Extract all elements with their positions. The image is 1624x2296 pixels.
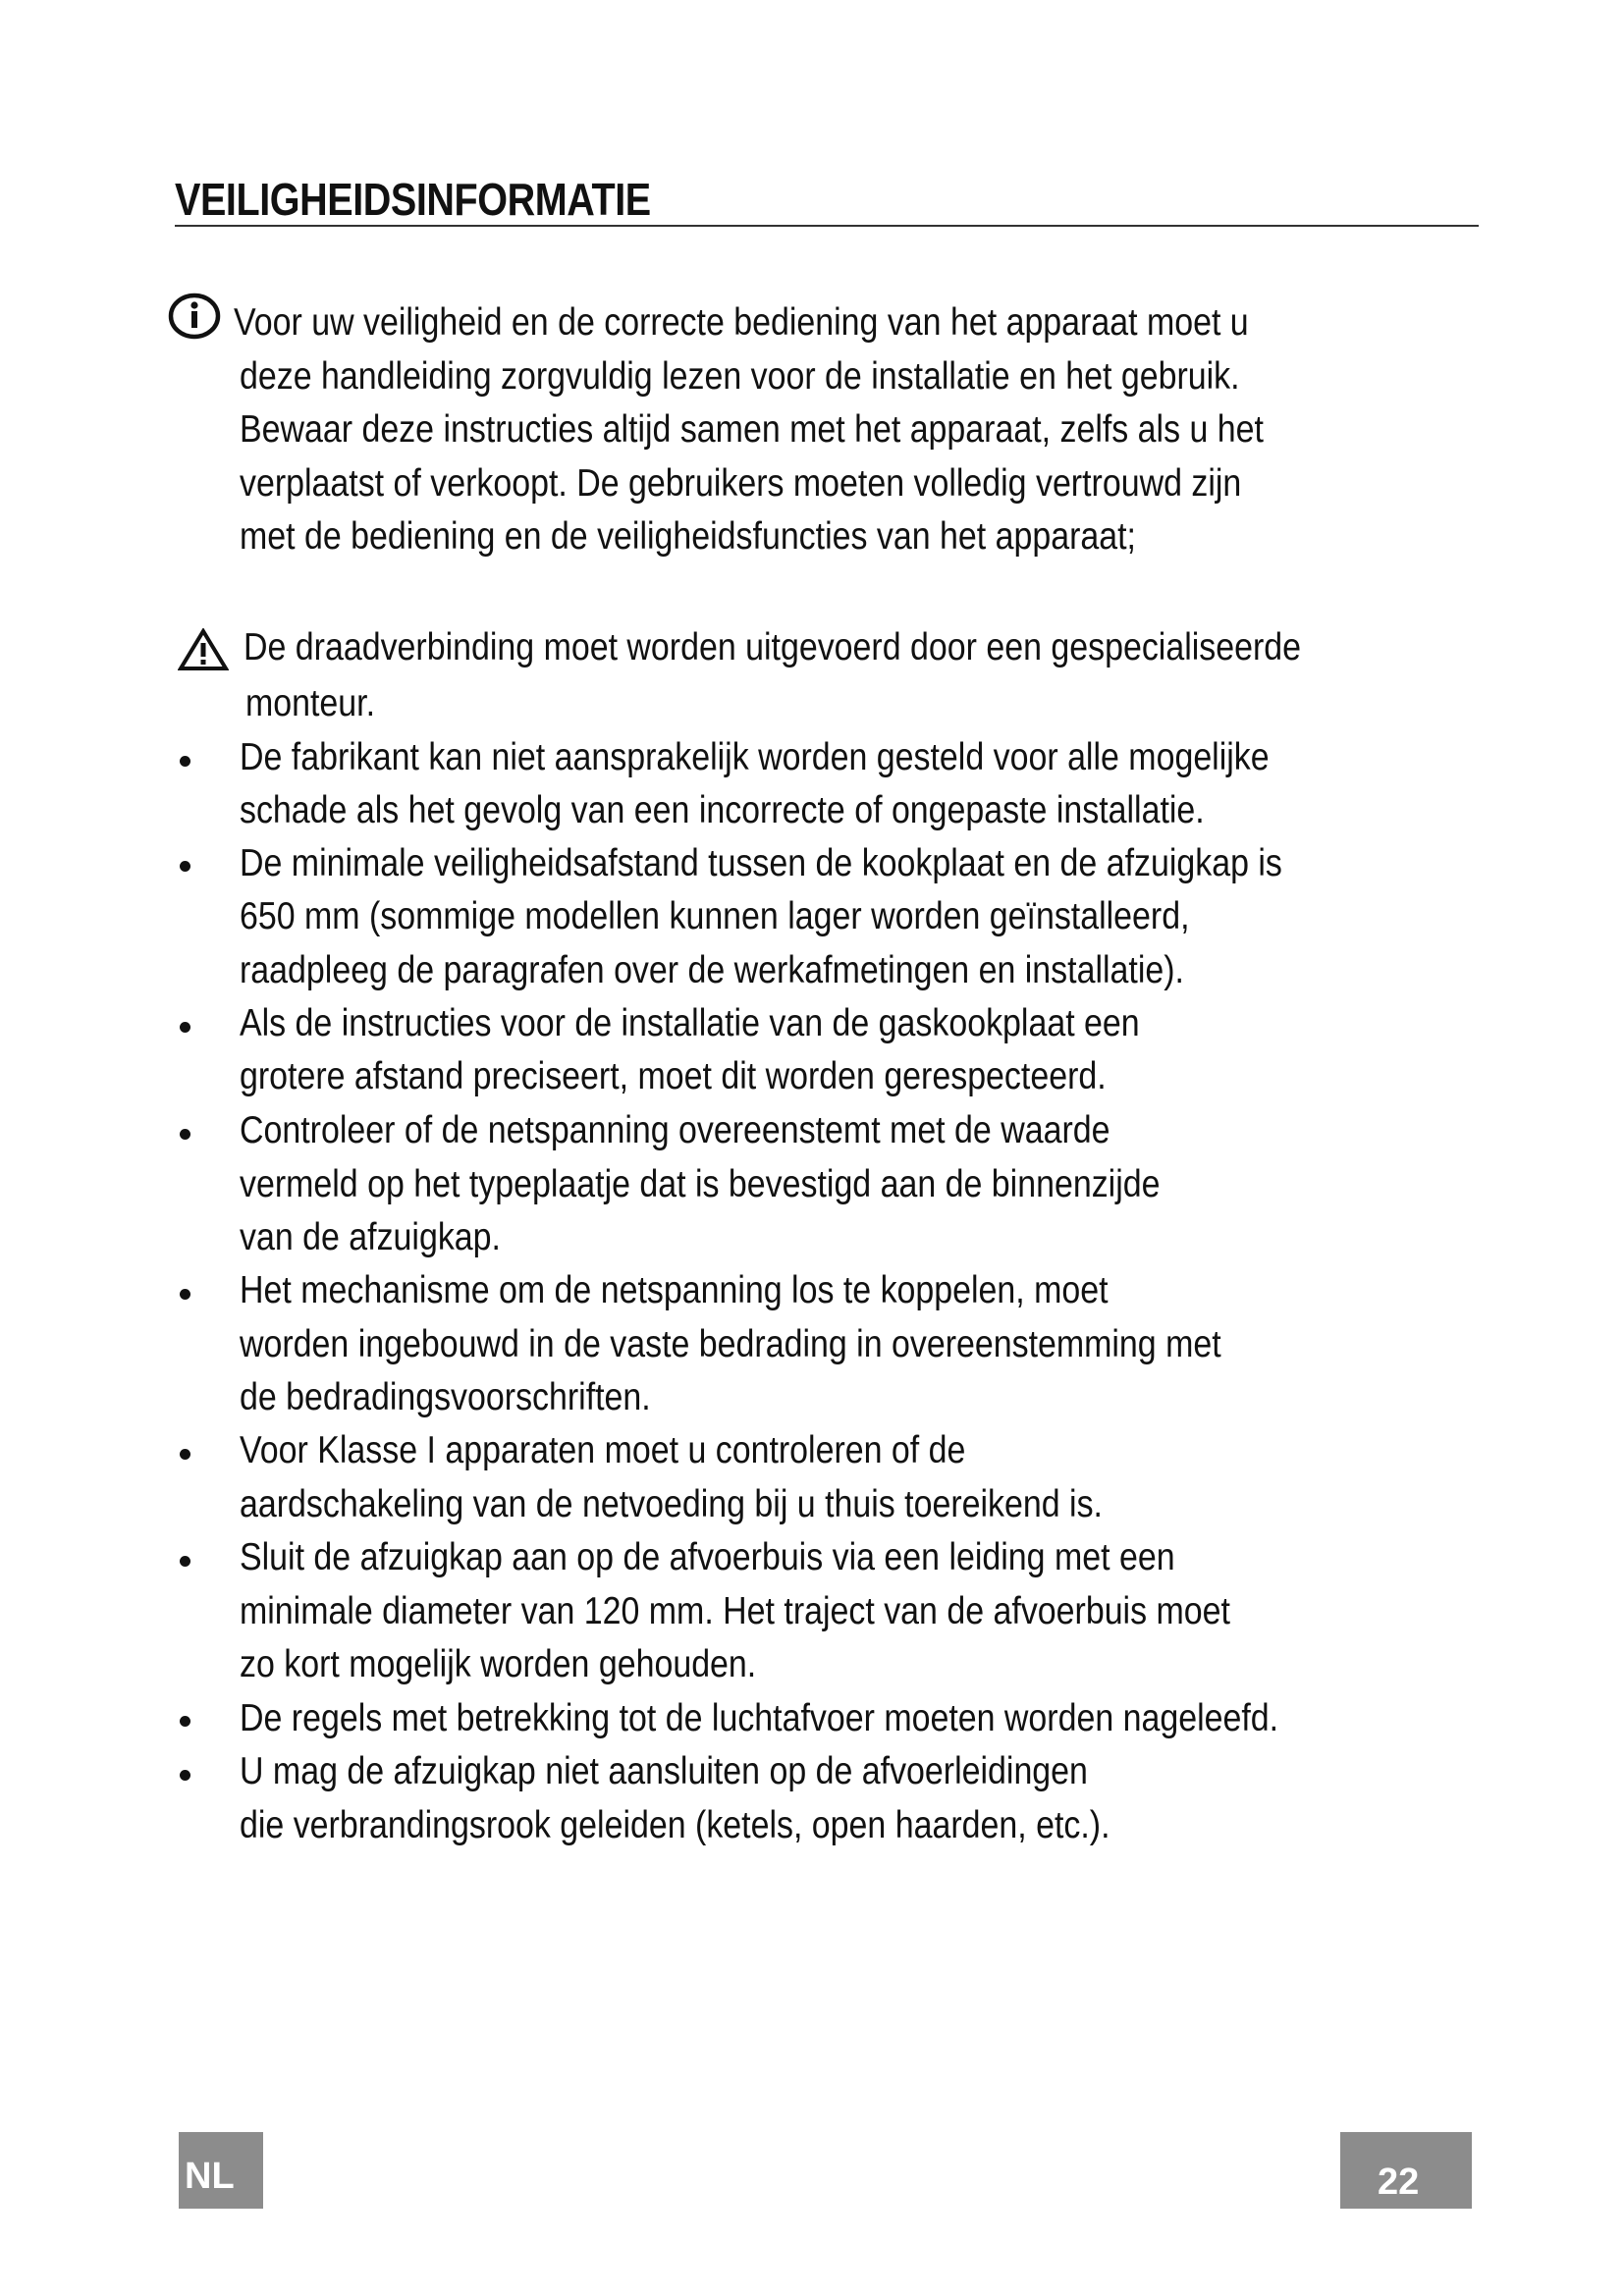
list-item-line: grotere afstand preciseert, moet dit worden gerespecteerd.: [240, 1055, 1107, 1097]
list-item-line: van de afzuigkap.: [240, 1216, 501, 1258]
list-item-line: aardschakeling van de netvoeding bij u thuis toereikend is.: [240, 1483, 1103, 1525]
list-item-line: vermeld op het typeplaatje dat is bevestigd aan de binnenzijde: [240, 1163, 1161, 1205]
list-item-line: Voor Klasse I apparaten moet u controleren of de: [240, 1429, 966, 1471]
list-item-line: Het mechanisme om de netspanning los te koppelen, moet: [240, 1269, 1109, 1311]
list-item-line: Als de instructies voor de installatie van de gaskookplaat een: [240, 1002, 1140, 1044]
list-item-line: Sluit de afzuigkap aan op de afvoerbuis via een leiding met een: [240, 1536, 1175, 1578]
list-item-line: Controleer of de netspanning overeenstemt met de waarde: [240, 1109, 1110, 1151]
bullet-dot: [180, 756, 190, 767]
warning-line: De draadverbinding moet worden uitgevoerd door een gespecialiseerde: [244, 626, 1302, 668]
bullet-dot: [180, 1770, 190, 1781]
list-item-line: schade als het gevolg van een incorrecte of ongepaste installatie.: [240, 789, 1205, 831]
bullet-dot: [180, 1556, 190, 1567]
list-item-line: De minimale veiligheidsafstand tussen de kookplaat en de afzuigkap is: [240, 842, 1282, 884]
list-item-line: U mag de afzuigkap niet aansluiten op de afvoerleidingen: [240, 1750, 1088, 1792]
list-item-line: De fabrikant kan niet aansprakelijk worden gesteld voor alle mogelijke: [240, 736, 1270, 778]
list-item-line: de bedradingsvoorschriften.: [240, 1376, 651, 1418]
bullet-dot: [180, 1716, 190, 1727]
list-item-line: minimale diameter van 120 mm. Het traject van de afvoerbuis moet: [240, 1590, 1230, 1632]
list-item-line: die verbrandingsrook geleiden (ketels, open haarden, etc.).: [240, 1804, 1110, 1846]
intro-line: deze handleiding zorgvuldig lezen voor de installatie en het gebruik.: [240, 355, 1240, 398]
intro-line: Voor uw veiligheid en de correcte bediening van het apparaat moet u: [234, 301, 1249, 344]
intro-line: verplaatst of verkoopt. De gebruikers moeten volledig vertrouwd zijn: [240, 462, 1242, 505]
page-title: VEILIGHEIDSINFORMATIE: [175, 174, 651, 225]
bullet-dot: [180, 1129, 190, 1140]
list-item-line: worden ingebouwd in de vaste bedrading in overeenstemming met: [240, 1323, 1221, 1365]
bullet-dot: [180, 1449, 190, 1460]
list-item-line: De regels met betrekking tot de luchtafvoer moeten worden nageleefd.: [240, 1697, 1279, 1739]
bullet-dot: [180, 1022, 190, 1033]
intro-line: met de bediening en de veiligheidsfuncties van het apparaat;: [240, 515, 1136, 558]
intro-line: Bewaar deze instructies altijd samen met het apparaat, zelfs als u het: [240, 408, 1264, 451]
language-badge: NL: [179, 2132, 263, 2209]
list-item-line: zo kort mogelijk worden gehouden.: [240, 1643, 757, 1685]
list-item-line: 650 mm (sommige modellen kunnen lager worden geïnstalleerd,: [240, 895, 1190, 937]
warning-line: monteur.: [245, 682, 376, 724]
page-number: 22: [1340, 2132, 1472, 2209]
bullet-dot: [180, 1289, 190, 1300]
bullet-dot: [180, 861, 190, 872]
list-item-line: raadpleeg de paragrafen over de werkafmetingen en installatie).: [240, 949, 1184, 991]
